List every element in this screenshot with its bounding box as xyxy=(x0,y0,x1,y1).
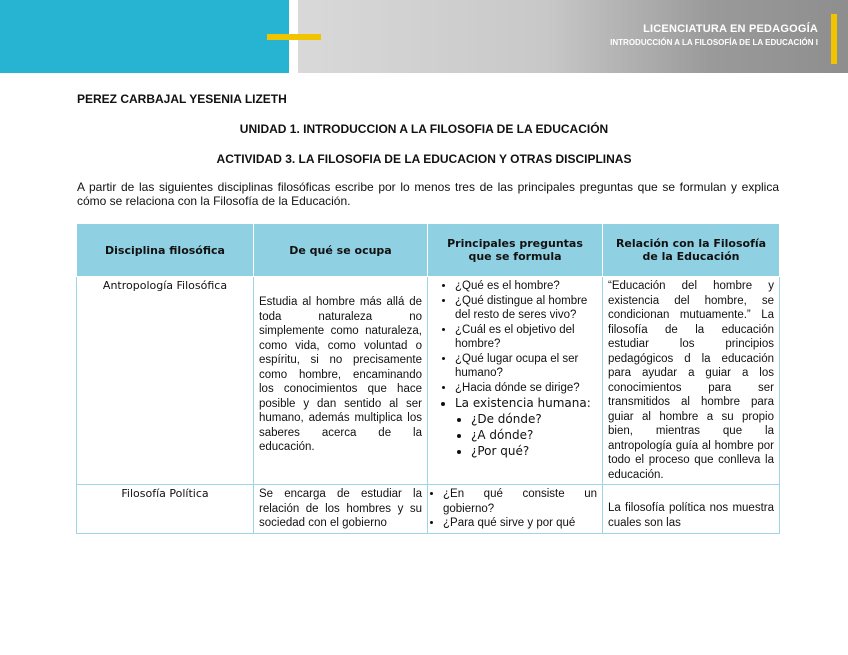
cell-relation: La filosofía política nos muestra cuales son las xyxy=(603,485,780,534)
program-title: LICENCIATURA EN PEDAGOGÍA xyxy=(643,23,818,35)
header-banner xyxy=(0,0,848,73)
cell-questions xyxy=(428,485,603,534)
question-text: La existencia humana: xyxy=(455,396,591,410)
question-item: • ¿Hacia dónde se dirige? xyxy=(455,381,597,396)
banner-cyan-block xyxy=(0,0,289,73)
cell-scope: Se encarga de estudiar la relación de los hombres y su sociedad con el gobierno xyxy=(254,485,428,534)
question-item: • ¿En qué consiste un gobierno? xyxy=(443,487,597,516)
question-item: • ¿Qué es el hombre? xyxy=(455,279,597,294)
subquestion-item: • ¿A dónde? xyxy=(471,427,597,443)
table-row xyxy=(77,485,780,534)
header-questions: Principales preguntas que se formula xyxy=(428,224,603,277)
banner-gray-block xyxy=(298,0,848,73)
unit-title: UNIDAD 1. INTRODUCCION A LA FILOSOFIA DE LA EDUCACIÓN xyxy=(239,122,609,136)
header-discipline: Disciplina filosófica xyxy=(77,224,254,277)
question-item: • ¿Cuál es el objetivo del hombre? xyxy=(455,323,597,352)
cell-discipline: Antropología Filosófica xyxy=(77,277,254,485)
student-name: PEREZ CARBAJAL YESENIA LIZETH xyxy=(77,92,287,106)
table-row xyxy=(77,277,780,485)
cell-questions xyxy=(428,277,603,485)
course-title: INTRODUCCIÓN A LA FILOSOFÍA DE LA EDUCACIÓN I xyxy=(610,38,818,47)
yellow-vertical-accent xyxy=(831,14,837,64)
question-item: • ¿Para qué sirve y por qué xyxy=(443,516,597,531)
question-item: • ¿Qué lugar ocupa el ser humano? xyxy=(455,352,597,381)
activity-title: ACTIVIDAD 3. LA FILOSOFIA DE LA EDUCACION Y OTRAS DISCIPLINAS xyxy=(216,152,632,166)
yellow-accent-bar xyxy=(267,34,321,40)
disciplines-table xyxy=(76,223,780,534)
instructions: A partir de las siguientes disciplinas filosóficas escribe por lo menos tres de las principales preguntas que se formulan y explica cómo se relaciona con la Filosofía de la Educación. xyxy=(77,180,779,208)
subquestion-item: • ¿De dónde? xyxy=(471,411,597,427)
subquestion-item: • ¿Por qué? xyxy=(471,443,597,459)
question-item xyxy=(455,395,597,459)
question-item: • ¿Qué distingue al hombre del resto de seres vivo? xyxy=(455,294,597,323)
header-relation: Relación con la Filosofía de la Educación xyxy=(603,224,780,277)
header-scope: De qué se ocupa xyxy=(254,224,428,277)
cell-relation: “Educación del hombre y existencia del hombre, se condicionan mutuamente.” La filosofía de la educación estudiar los principios pedagógicos d la educación para ayudar a guiar a los conocimientos para ser transmitidos al hombre para guiar al hombre a su propio bien, mientras que la antropología guía al hombre por todo el proceso que conlleva la educación. xyxy=(603,277,780,485)
table-header-row xyxy=(77,224,780,277)
cell-scope: Estudia al hombre más allá de toda naturaleza no simplemente como naturaleza, como vida, como voluntad o espíritu, si no precisamente como hombre, encaminando los conocimientos que hace posible y dan sentido al ser humano, además multiplica los saberes acerca de la educación. xyxy=(254,277,428,485)
cell-discipline: Filosofía Política xyxy=(77,485,254,534)
